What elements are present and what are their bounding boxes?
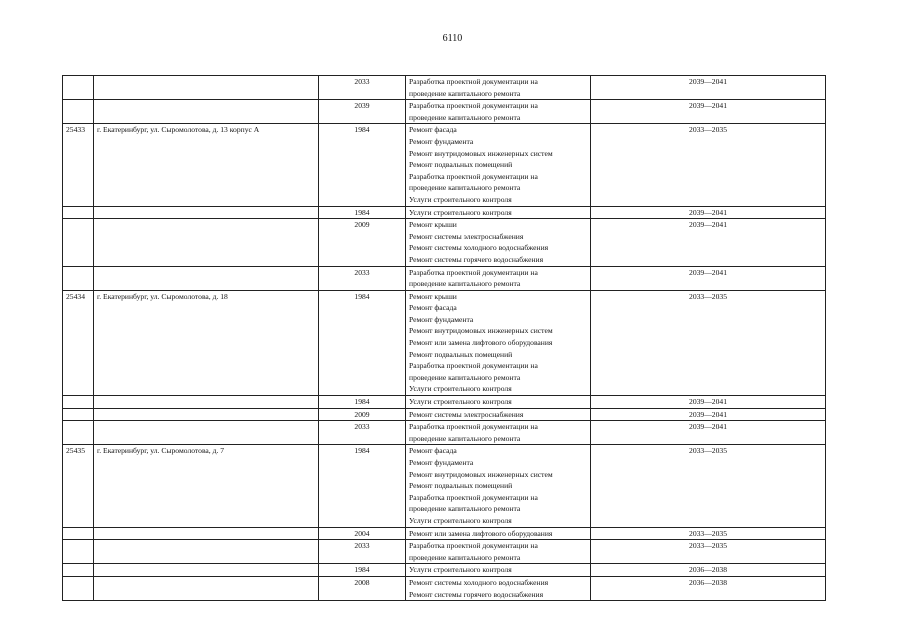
building-address-cell — [94, 219, 319, 266]
work-types-cell — [406, 206, 591, 219]
work-type-line: Ремонт системы электроснабжения — [409, 409, 524, 419]
year-cell: 2009 — [319, 219, 406, 266]
work-type-line: проведение капитального ремонта — [409, 279, 521, 289]
building-address-cell — [94, 421, 319, 445]
building-id-cell: 25435 — [63, 445, 94, 527]
work-types-cell — [406, 100, 591, 124]
work-types-cell — [406, 290, 591, 395]
period-cell: 2039—2041 — [591, 408, 826, 421]
period-cell: 2039—2041 — [591, 266, 826, 290]
work-type-line: Ремонт фундамента — [409, 136, 474, 146]
work-type-line: проведение капитального ремонта — [409, 433, 521, 443]
year-cell: 1984 — [319, 396, 406, 409]
table-body — [63, 76, 826, 601]
building-id-cell: 25434 — [63, 290, 94, 395]
building-id-cell — [63, 206, 94, 219]
work-type-line: проведение капитального ремонта — [409, 112, 521, 122]
period-cell: 2039—2041 — [591, 100, 826, 124]
work-types-cell — [406, 540, 591, 564]
work-type-line: проведение капитального ремонта — [409, 183, 521, 193]
work-type-line: Ремонт системы горячего водоснабжения — [409, 589, 544, 599]
building-id-cell — [63, 408, 94, 421]
work-type-line: Ремонт фундамента — [409, 314, 474, 324]
table-row — [63, 290, 826, 395]
building-id-cell — [63, 421, 94, 445]
work-type-line: Ремонт подвальных помещений — [409, 481, 513, 491]
period-cell: 2033—2035 — [591, 124, 826, 206]
work-type-line: проведение капитального ремонта — [409, 552, 521, 562]
work-type-line: Ремонт фасада — [409, 446, 457, 456]
work-type-line: Ремонт системы холодного водоснабжения — [409, 577, 549, 587]
work-type-line: проведение капитального ремонта — [409, 88, 521, 98]
work-type-line: Ремонт внутридомовых инженерных систем — [409, 148, 553, 158]
building-address-cell — [94, 527, 319, 540]
period-cell: 2039—2041 — [591, 219, 826, 266]
work-type-line: Ремонт системы холодного водоснабжения — [409, 243, 549, 253]
period-cell: 2036—2038 — [591, 576, 826, 600]
page-number: 6110 — [442, 33, 463, 44]
work-type-line: Ремонт или замена лифтового оборудования — [409, 338, 553, 348]
building-address-cell — [94, 266, 319, 290]
work-types-cell — [406, 445, 591, 527]
table-row — [63, 564, 826, 577]
period-cell: 2033—2035 — [591, 527, 826, 540]
work-type-line: Ремонт фундамента — [409, 458, 474, 467]
work-types-cell — [406, 219, 591, 266]
period-cell: 2039—2041 — [591, 76, 826, 100]
work-type-line: Ремонт фасада — [409, 125, 457, 135]
work-type-line: Услуги строительного контроля — [409, 207, 512, 217]
building-address-cell: г. Екатеринбург, ул. Сыромолотова, д. 7 — [94, 445, 319, 527]
building-id-cell — [63, 564, 94, 577]
table-row — [63, 527, 826, 540]
year-cell: 2008 — [319, 576, 406, 600]
table-row — [63, 219, 826, 266]
work-type-line: Разработка проектной документации на — [409, 101, 538, 111]
building-address-cell — [94, 564, 319, 577]
work-type-line: Услуги строительного контроля — [409, 515, 512, 525]
work-types-cell — [406, 527, 591, 540]
work-type-line: Разработка проектной документации на — [409, 267, 538, 277]
table-row — [63, 445, 826, 527]
period-cell: 2036—2038 — [591, 564, 826, 577]
year-cell: 2009 — [319, 408, 406, 421]
table-row — [63, 421, 826, 445]
table-row — [63, 100, 826, 124]
work-type-line: Ремонт подвальных помещений — [409, 160, 513, 170]
work-types-cell — [406, 124, 591, 206]
year-cell: 1984 — [319, 564, 406, 577]
work-type-line: Разработка проектной документации на — [409, 361, 538, 371]
building-address-cell: г. Екатеринбург, ул. Сыромолотова, д. 13 корпус А — [94, 124, 319, 206]
table-row — [63, 124, 826, 206]
table-row — [63, 396, 826, 409]
work-types-cell — [406, 266, 591, 290]
year-cell: 1984 — [319, 445, 406, 527]
period-cell: 2033—2035 — [591, 540, 826, 564]
year-cell: 1984 — [319, 206, 406, 219]
building-id-cell — [63, 396, 94, 409]
work-type-line: Ремонт крыши — [409, 220, 457, 230]
building-address-cell — [94, 396, 319, 409]
work-type-line: Ремонт подвальных помещений — [409, 349, 513, 359]
period-cell: 2033—2035 — [591, 290, 826, 395]
building-id-cell — [63, 266, 94, 290]
table-row — [63, 76, 826, 100]
work-types-cell — [406, 421, 591, 445]
work-type-line: проведение капитального ремонта — [409, 372, 521, 382]
work-type-line: Разработка проектной документации на — [409, 171, 538, 181]
work-type-line: Разработка проектной документации на — [409, 541, 538, 551]
work-type-line: проведение капитального ремонта — [409, 504, 521, 514]
building-id-cell — [63, 527, 94, 540]
building-id-cell: 25433 — [63, 124, 94, 206]
period-cell: 2033—2035 — [591, 445, 826, 527]
period-cell: 2039—2041 — [591, 206, 826, 219]
building-id-cell — [63, 576, 94, 600]
work-type-line: Ремонт системы горячего водоснабжения — [409, 254, 544, 264]
building-id-cell — [63, 219, 94, 266]
work-type-line: Ремонт системы электроснабжения — [409, 231, 524, 241]
building-address-cell — [94, 76, 319, 100]
work-type-line: Разработка проектной документации на — [409, 422, 538, 432]
year-cell: 2033 — [319, 266, 406, 290]
year-cell: 2033 — [319, 421, 406, 445]
work-type-line: Ремонт внутридомовых инженерных систем — [409, 326, 553, 336]
work-types-cell — [406, 76, 591, 100]
table-row — [63, 576, 826, 600]
building-address-cell — [94, 100, 319, 124]
building-address-cell: г. Екатеринбург, ул. Сыромолотова, д. 18 — [94, 290, 319, 395]
building-address-cell — [94, 540, 319, 564]
work-type-line: Ремонт фасада — [409, 303, 457, 313]
year-cell: 2039 — [319, 100, 406, 124]
building-id-cell — [63, 76, 94, 100]
table-row — [63, 266, 826, 290]
period-cell: 2039—2041 — [591, 396, 826, 409]
building-address-cell — [94, 576, 319, 600]
work-type-line: Ремонт или замена лифтового оборудования — [409, 528, 553, 538]
work-type-line: Разработка проектной документации на — [409, 492, 538, 502]
period-cell: 2039—2041 — [591, 421, 826, 445]
table-row — [63, 408, 826, 421]
year-cell: 2004 — [319, 527, 406, 540]
building-id-cell — [63, 540, 94, 564]
work-types-cell — [406, 564, 591, 577]
work-type-line: Услуги строительного контроля — [409, 397, 512, 407]
work-types-cell — [406, 408, 591, 421]
year-cell: 2033 — [319, 540, 406, 564]
building-address-cell — [94, 408, 319, 421]
repair-schedule-table — [62, 75, 826, 601]
year-cell: 1984 — [319, 290, 406, 395]
work-type-line: Ремонт внутридомовых инженерных систем — [409, 469, 553, 479]
work-type-line: Ремонт крыши — [409, 291, 457, 301]
work-types-cell — [406, 396, 591, 409]
building-id-cell — [63, 100, 94, 124]
work-type-line: Услуги строительного контроля — [409, 384, 512, 394]
year-cell: 1984 — [319, 124, 406, 206]
building-address-cell — [94, 206, 319, 219]
work-type-line: Разработка проектной документации на — [409, 77, 538, 86]
table-row — [63, 540, 826, 564]
work-type-line: Услуги строительного контроля — [409, 194, 512, 204]
work-type-line: Услуги строительного контроля — [409, 565, 512, 575]
table-row — [63, 206, 826, 219]
year-cell: 2033 — [319, 76, 406, 100]
work-types-cell — [406, 576, 591, 600]
